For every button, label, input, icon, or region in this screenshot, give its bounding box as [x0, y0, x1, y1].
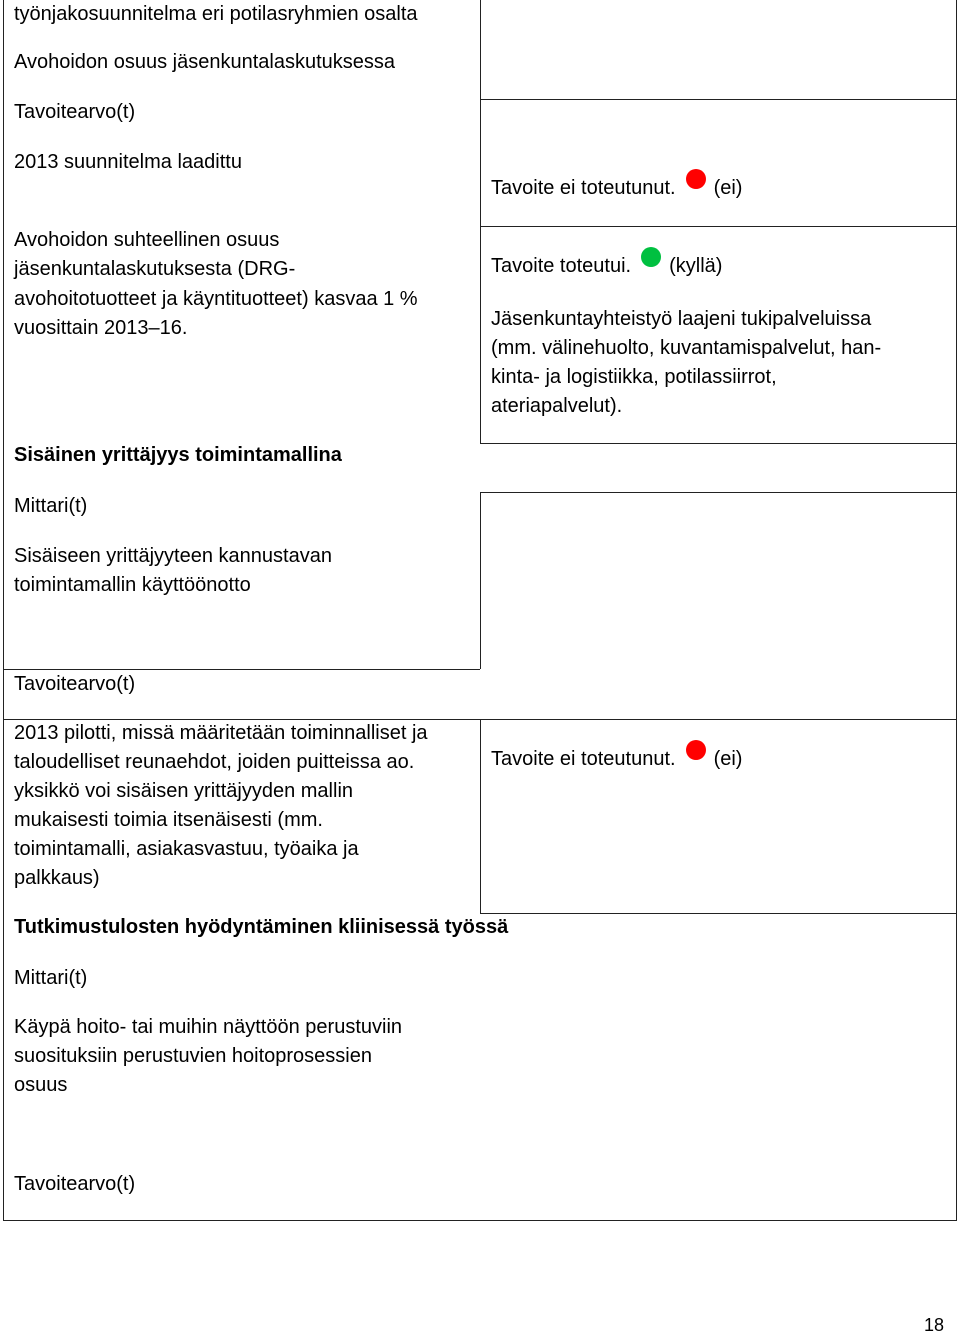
- meter-title: Avohoidon osuus jäsenkuntalaskutuksessa: [14, 51, 395, 73]
- green-status-dot-icon: [641, 247, 661, 267]
- row-title: työnjakosuunnitelma eri potilasryhmien osalta: [14, 3, 418, 25]
- text-line: ateriapalvelut).: [491, 395, 623, 417]
- target-label: Tavoitearvo(t): [14, 1173, 136, 1195]
- section-heading: Sisäinen yrittäjyys toimintamallina: [14, 444, 342, 466]
- text-line: yksikkö voi sisäisen yrittäjyyden mallin: [14, 780, 354, 802]
- row-divider: [480, 492, 957, 493]
- target-value: 2013 suunnitelma laadittu: [14, 151, 242, 173]
- text-line: mukaisesti toimia itsenäisesti (mm.: [14, 809, 323, 831]
- column-divider: [480, 0, 481, 100]
- status-paren: (kyllä): [669, 255, 723, 277]
- text-line: vuosittain 2013–16.: [14, 317, 188, 339]
- red-status-dot-icon: [686, 740, 706, 760]
- page-number: 18: [924, 1315, 945, 1335]
- section-heading: Tutkimustulosten hyödyntäminen kliinisessä työssä: [14, 916, 509, 938]
- row-divider: [480, 443, 957, 444]
- row-divider: [480, 913, 957, 914]
- row-divider: [480, 99, 957, 100]
- text-line: palkkaus): [14, 867, 100, 889]
- status-text: Tavoite toteutui.: [491, 255, 632, 277]
- column-divider: [480, 719, 481, 913]
- text-line: taloudelliset reunaehdot, joiden puitteissa ao.: [14, 751, 415, 773]
- column-divider: [480, 99, 481, 443]
- target-label: Tavoitearvo(t): [14, 673, 136, 695]
- meter-text: osuus: [14, 1074, 68, 1096]
- meter-label: Mittari(t): [14, 967, 88, 989]
- text-line: Avohoidon suhteellinen osuus: [14, 229, 280, 251]
- text-line: jäsenkuntalaskutuksesta (DRG-: [14, 258, 296, 280]
- meter-text: toimintamallin käyttöönotto: [14, 574, 251, 596]
- status-not-achieved: [491, 740, 742, 774]
- target-label: Tavoitearvo(t): [14, 101, 136, 123]
- column-divider: [480, 492, 481, 669]
- status-paren: (ei): [713, 177, 743, 199]
- status-paren: (ei): [713, 748, 743, 770]
- status-not-achieved: [491, 169, 742, 203]
- red-status-dot-icon: [686, 169, 706, 189]
- text-line: (mm. välinehuolto, kuvantamispalvelut, han-: [491, 337, 882, 359]
- row-divider: [480, 226, 957, 227]
- meter-text: suosituksiin perustuvien hoitoprosessien: [14, 1045, 372, 1067]
- status-achieved: [491, 247, 722, 281]
- meter-text: Sisäiseen yrittäjyyteen kannustavan: [14, 545, 332, 567]
- text-line: 2013 pilotti, missä määritetään toiminnalliset ja: [14, 722, 428, 744]
- meter-text: Käypä hoito- tai muihin näyttöön perustuviin: [14, 1016, 403, 1038]
- status-text: Tavoite ei toteutunut.: [491, 748, 676, 770]
- meter-label: Mittari(t): [14, 495, 88, 517]
- text-line: avohoitotuotteet ja käyntituotteet) kasvaa 1 %: [14, 288, 418, 310]
- status-text: Tavoite ei toteutunut.: [491, 177, 676, 199]
- text-line: toimintamalli, asiakasvastuu, työaika ja: [14, 838, 359, 860]
- text-line: kinta- ja logistiikka, potilassiirrot,: [491, 366, 777, 388]
- text-line: Jäsenkuntayhteistyö laajeni tukipalveluissa: [491, 308, 872, 330]
